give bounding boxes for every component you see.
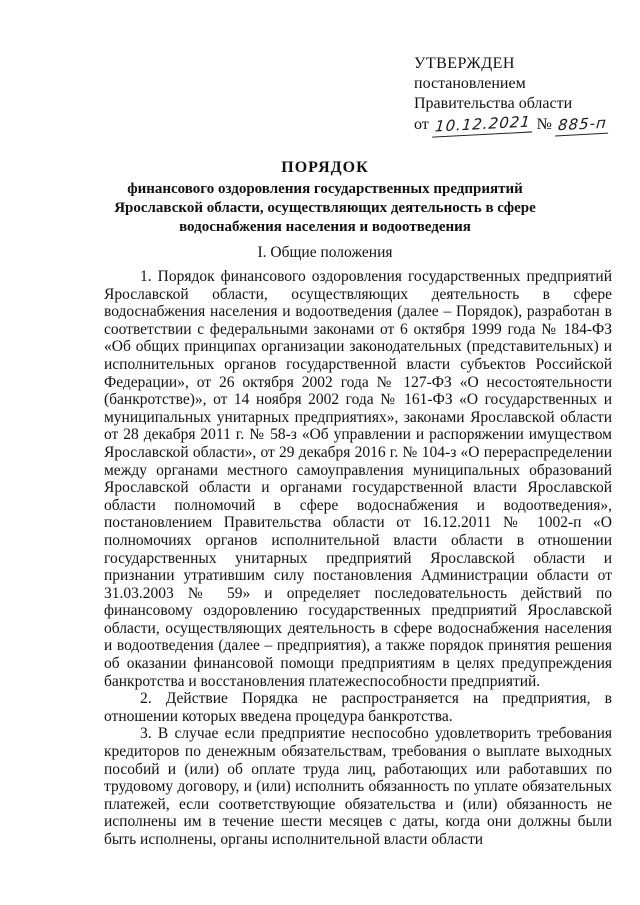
document-title: ПОРЯДОК [281, 159, 369, 176]
document-subtitle: финансового оздоровления государственных предприятий Ярославской области, осуществляющих деятельность в сфере водоснабжения населения и водоотведения [114, 181, 536, 235]
approval-from-prefix: от [414, 116, 429, 133]
approval-line-government: Правительства области [414, 95, 573, 112]
approval-date-number-line [414, 114, 624, 135]
approval-line-resolution: постановлением [414, 75, 526, 92]
document-title-block [90, 158, 560, 237]
paragraph-1: 1. Порядок финансового оздоровления государственных предприятий Ярославской области, осуществляющих деятельность в сфере водоснабжения населения и водоотведения (далее – Порядок), разработан в соответствии с федеральными законами от 6 октября 1999 года № 184-ФЗ «Об общих принципах организации законодательных (представительных) и исполнительных органов государственной власти субъектов Российской Федерации», от 26 октября 2002 года № 127-ФЗ «О несостоятельности (банкротстве)», от 14 ноября 2002 года № 161-ФЗ «О государственных и муниципальных унитарных предприятиях», законами Ярославской области от 28 декабря 2011 г. № 58-з «Об управлении и распоряжении имуществом Ярославской области», от 29 декабря 2016 г. № 104-з «О перераспределении между органами местного самоуправления муниципальных образований Ярославской области и органами государственной власти Ярославской области полномочий в сфере водоснабжения и водоотведения», постановлением Правительства области от 16.12.2011 № 1002-п «О полномочиях органов исполнительной власти области в отношении государственных унитарных предприятий Ярославской области и признании утратившим силу постановления Администрации области от 31.03.2003 № 59» и определяет последовательность действий по финансовому оздоровлению государственных предприятий Ярославской области, осуществляющих деятельность в сфере водоснабжения населения и водоотведения (далее – предприятия), а также порядок принятия решения об оказании финансовой помощи предприятиям в целях предупреждения банкротства и восстановления платежеспособности предприятий. [104, 268, 612, 690]
handwritten-number: 885-п [555, 113, 610, 137]
paragraph-2: 2. Действие Порядка не распространяется на предприятия, в отношении которых введена процедура банкротства. [104, 690, 612, 725]
handwritten-date: 10.12.2021 [432, 111, 534, 137]
section-heading: I. Общие положения [257, 244, 393, 261]
paragraph-3: 3. В случае если предприятие неспособно удовлетворить требования кредиторов по денежным обязательствам, требования о выплате выходных пособий и (или) об оплате труда лиц, работающих или работавших по трудовому договору, и (или) исполнить обязанность по уплате обязательных платежей, если соответствующие обязательства и (или) обязанность не исполнены им в течение шести месяцев с даты, когда они должны были быть исполнены, органы исполнительной власти области [104, 725, 612, 848]
approval-block [414, 54, 624, 135]
document-body [104, 268, 612, 849]
approved-label: УТВЕРЖДЕН [414, 55, 515, 72]
number-sign: № [536, 116, 552, 133]
